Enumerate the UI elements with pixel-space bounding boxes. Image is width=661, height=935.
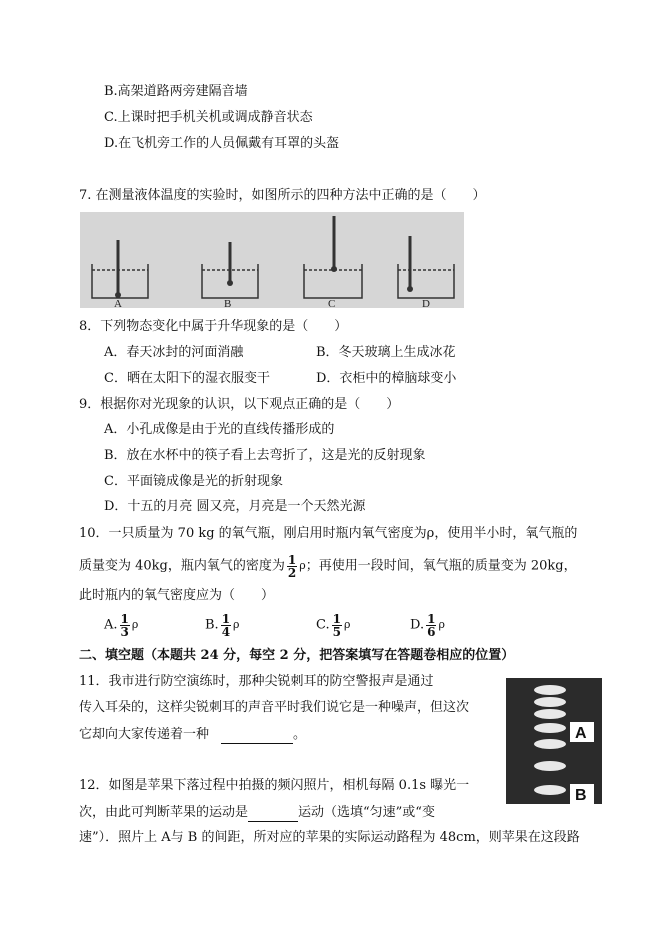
q6-option-b: B.高架道路两旁建隔音墙 — [104, 84, 248, 99]
q6-option-c: C.上课时把手机关机或调成静音状态 — [104, 110, 313, 125]
answer-blank — [221, 725, 293, 744]
q10-option-b: B. $\frac{1}{4}$ ρ — [205, 611, 240, 639]
q11-line1: 11．我市进行防空演练时，那种尖锐刺耳的防空警报声是通过 — [79, 674, 434, 689]
figure-label-c: C — [328, 298, 336, 308]
figure-label-b: B — [224, 298, 232, 308]
photo-label-a: A — [575, 725, 587, 742]
q10-option-c: C. $\frac{1}{5}$ ρ — [316, 611, 351, 639]
q10-line2-end: ；再使用一段时间，氧气瓶的质量变为 20kg， — [305, 558, 577, 574]
q8-stem: 8．下列物态变化中属于升华现象的是（ ） — [79, 319, 348, 334]
q8-option-a: A．春天冰封的河面消融 — [104, 345, 244, 360]
thermometer-figure — [80, 212, 464, 308]
q9-stem: 9．根据你对光现象的认识，以下观点正确的是（ ） — [79, 397, 400, 412]
section-heading: 二、填空题（本题共 24 分，每空 2 分，把答案填写在答题卷相应的位置） — [79, 648, 515, 663]
q8-option-d: D．衣柜中的樟脑球变小 — [316, 371, 457, 386]
strobe-photo-figure — [506, 678, 602, 804]
answer-blank — [248, 803, 298, 822]
half-fraction: $\frac{1}{2}$ — [287, 552, 297, 580]
q10-line2: 质量变为 40kg，瓶内氧气的密度为 $\frac{1}{2}$ ρ；再使用一段时间，氧气瓶的质量变为 20kg， — [79, 552, 577, 580]
q9-option-b: B．放在水杯中的筷子看上去弯折了，这是光的反射现象 — [104, 448, 426, 463]
q9-option-a: A．小孔成像是由于光的直线传播形成的 — [104, 422, 335, 437]
q9-option-d: D．十五的月亮 圆又亮，月亮是一个天然光源 — [104, 499, 366, 514]
figure-label-a: A — [114, 298, 122, 308]
q12-line3: 速”）．照片上 A与 B 的间距，所对应的苹果的实际运动路程为 48cm，则苹果在这段路 — [79, 830, 580, 845]
photo-label-b: B — [575, 787, 587, 804]
q12-line1: 12．如图是苹果下落过程中拍摄的频闪照片，相机每隔 0.1s 曝光一 — [79, 778, 470, 793]
q11-line3: 它却向大家传递着一种 。 — [79, 727, 307, 742]
q10-option-a: A. $\frac{1}{3}$ ρ — [104, 611, 139, 639]
q8-option-b: B．冬天玻璃上生成冰花 — [316, 345, 456, 360]
q9-option-c: C．平面镜成像是光的折射现象 — [104, 474, 283, 489]
q10-line2-text: 质量变为 40kg，瓶内氧气的密度为 — [79, 558, 285, 574]
q8-option-c: C．晒在太阳下的湿衣服变干 — [104, 371, 270, 386]
q7-stem: 7. 在测量液体温度的实验时，如图所示的四种方法中正确的是（ ） — [79, 188, 486, 203]
q12-line2: 次，由此可判断苹果的运动是 运动（选填“匀速”或“变 — [79, 805, 435, 820]
q10-line1: 10．一只质量为 70 kg 的氧气瓶，刚启用时瓶内氧气密度为ρ，使用半小时，氧气瓶的 — [79, 526, 578, 541]
q6-option-d: D.在飞机旁工作的人员佩戴有耳罩的头盔 — [104, 136, 340, 151]
q10-line3: 此时瓶内的氧气密度应为（ ） — [79, 588, 275, 603]
figure-label-d: D — [422, 298, 430, 308]
q11-line2: 传入耳朵的，这样尖锐刺耳的声音平时我们说它是一种噪声，但这次 — [79, 700, 470, 715]
q10-option-d: D. $\frac{1}{6}$ ρ — [410, 611, 445, 639]
